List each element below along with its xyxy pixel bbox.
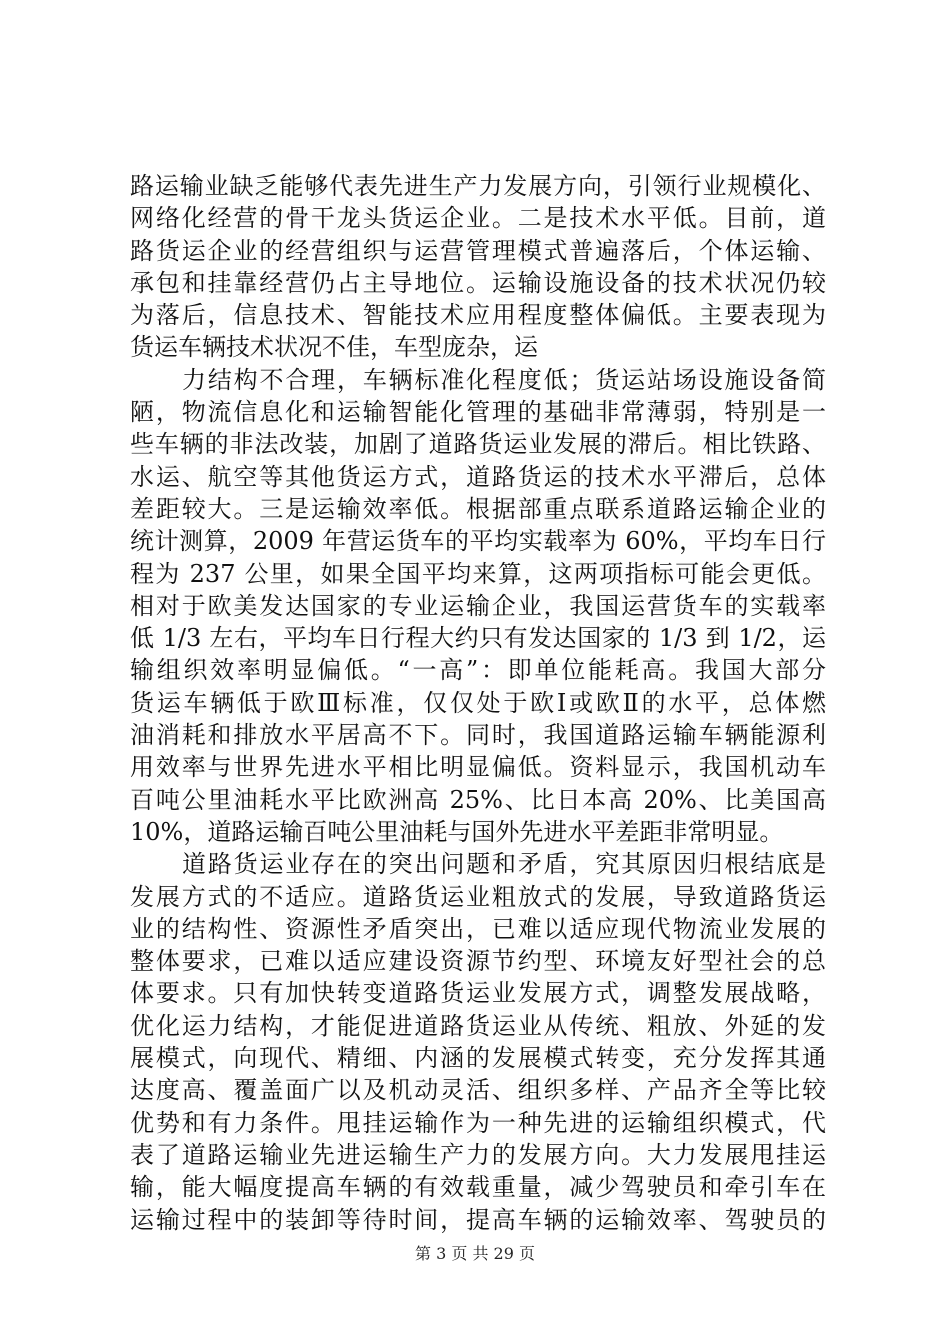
text-line: 整体要求，已难以适应建设资源节约型、环境友好型社会的总 [130, 947, 826, 976]
text-line: 货运车辆技术状况不佳，车型庞杂，运 [130, 333, 538, 362]
text-line: 路运输业缺乏能够代表先进生产力发展方向，引领行业规模化、 [130, 172, 826, 200]
paragraph-first-line: 力结构不合理，车辆标准化程度低；货运站场设施设备简 [182, 365, 826, 394]
text-line: 展模式，向现代、精细、内涵的发展模式转变，充分发挥其通 [130, 1044, 826, 1073]
text-line: 路货运企业的经营组织与运营管理模式普遍落后，个体运输、 [130, 236, 826, 265]
text-line: 货运车辆低于欧Ⅲ标准，仅仅处于欧Ⅰ或欧Ⅱ的水平，总体燃 [130, 688, 826, 717]
text-line: 些车辆的非法改装，加剧了道路货运业发展的滞后。相比铁路、 [130, 430, 826, 459]
body-text [130, 170, 826, 1236]
text-line: 网络化经营的骨干龙头货运企业。二是技术水平低。目前，道 [130, 204, 826, 233]
text-line: 达度高、覆盖面广以及机动灵活、组织多样、产品齐全等比较 [130, 1076, 826, 1105]
text-line: 业的结构性、资源性矛盾突出，已难以适应现代物流业发展的 [130, 914, 826, 943]
text-line: 优化运力结构，才能促进道路货运业从传统、粗放、外延的发 [130, 1011, 826, 1040]
text-line: 程为 237 公里，如果全国平均来算，这两项指标可能会更低。 [130, 559, 826, 588]
text-line: 差距较大。三是运输效率低。根据部重点联系道路运输企业的 [130, 494, 826, 523]
page-footer: 第 3 页 共 29 页 [415, 1244, 535, 1263]
text-line: 陋，物流信息化和运输智能化管理的基础非常薄弱，特别是一 [130, 398, 826, 427]
text-line: 体要求。只有加快转变道路货运业发展方式，调整发展战略， [130, 979, 826, 1008]
text-line: 优势和有力条件。甩挂运输作为一种先进的运输组织模式，代 [130, 1108, 826, 1137]
text-line: 输组织效率明显偏低。“一高”：即单位能耗高。我国大部分 [130, 656, 826, 685]
text-line: 运输过程中的装卸等待时间，提高车辆的运输效率、驾驶员的 [130, 1205, 826, 1234]
text-line: 发展方式的不适应。道路货运业粗放式的发展，导致道路货运 [130, 882, 826, 911]
text-line: 为落后，信息技术、智能技术应用程度整体偏低。主要表现为 [130, 301, 826, 330]
text-line: 输，能大幅度提高车辆的有效载重量，减少驾驶员和牵引车在 [130, 1173, 826, 1202]
text-line: 用效率与世界先进水平相比明显偏低。资料显示，我国机动车 [130, 753, 826, 782]
paragraph-first-line: 道路货运业存在的突出问题和矛盾，究其原因归根结底是 [182, 850, 826, 879]
text-line: 10%，道路运输百吨公里油耗与国外先进水平差距非常明显。 [130, 817, 784, 846]
text-line: 相对于欧美发达国家的专业运输企业，我国运营货车的实载率 [130, 591, 826, 620]
text-line: 低 1/3 左右，平均车日行程大约只有发达国家的 1/3 到 1/2，运 [130, 624, 826, 653]
text-line: 水运、航空等其他货运方式，道路货运的技术水平滞后，总体 [130, 462, 826, 491]
text-line: 承包和挂靠经营仍占主导地位。运输设施设备的技术状况仍较 [130, 268, 826, 297]
text-line: 统计测算，2009 年营运货车的平均实载率为 60%，平均车日行 [130, 527, 826, 556]
text-line: 油消耗和排放水平居高不下。同时，我国道路运输车辆能源利 [130, 721, 826, 750]
text-line: 表了道路运输业先进运输生产力的发展方向。大力发展甩挂运 [130, 1140, 826, 1169]
text-line: 百吨公里油耗水平比欧洲高 25%、比日本高 20%、比美国高 [130, 785, 826, 814]
